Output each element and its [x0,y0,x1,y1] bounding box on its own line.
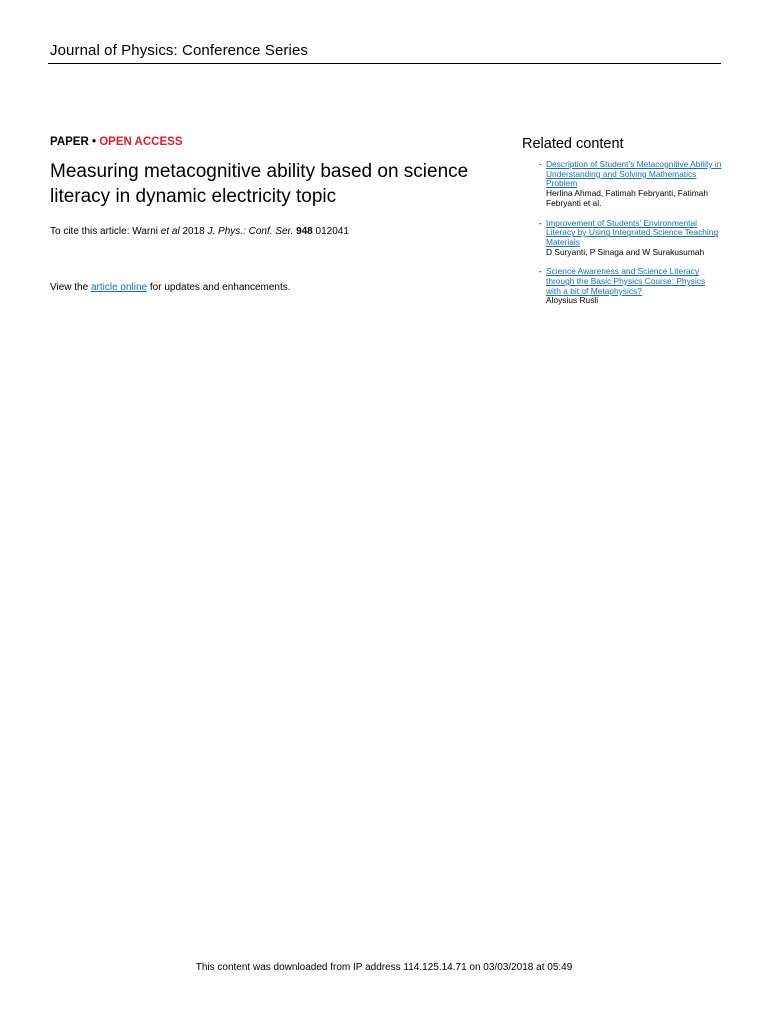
view-suffix: for updates and enhancements. [147,282,291,293]
tag-separator: • [88,136,100,148]
cite-article-number: 012041 [312,226,349,237]
related-item-authors: Herlina Ahmad, Fatimah Febryanti, Fatimah Febryanti et al. [546,188,708,208]
list-dash: - [539,266,542,277]
related-item-link[interactable]: Improvement of Students’ Environmental Literacy by Using Integrated Science Teaching Materials [546,217,719,247]
article-title: Measuring metacognitive ability based on science literacy in dynamic electricity topic [50,161,469,207]
open-access-label: OPEN ACCESS [99,136,183,148]
cite-et-al: et al [160,226,180,237]
cite-prefix: To cite this article: Warni [50,226,161,237]
download-footer: This content was downloaded from IP address 114.125.14.71 on 03/03/2018 at 05:49 [195,962,573,973]
related-item [522,219,722,258]
cite-journal: J. Phys.: Conf. Ser. [207,226,294,237]
related-content-heading: Related content [522,136,624,152]
view-online-line [50,282,291,293]
related-item [522,267,722,306]
article-online-link[interactable]: article online [90,282,148,293]
journal-title: Journal of Physics: Conference Series [50,42,308,59]
related-item-authors: D Suryanti, P Sinaga and W Surakusumah [546,246,705,257]
related-item-authors: Aloysius Rusli [546,295,599,306]
cite-volume: 948 [296,226,313,237]
related-item-link[interactable]: Description of Student’s Metacognitive Ability in Understanding and Solving Mathematics Problem [546,159,722,189]
related-content-panel [522,136,722,316]
paper-label: PAPER [50,136,89,148]
cite-year: 2018 [179,226,208,237]
list-dash: - [539,217,542,228]
view-prefix: View the [50,282,91,293]
related-item [522,160,722,209]
related-item-link[interactable]: Science Awareness and Science Literacy through the Basic Physics Course: Physics with a bit of Metaphysics? [546,266,706,296]
citation-line [50,226,349,237]
header-divider [48,63,721,64]
list-dash: - [539,159,542,169]
article-type-tag [50,136,183,148]
